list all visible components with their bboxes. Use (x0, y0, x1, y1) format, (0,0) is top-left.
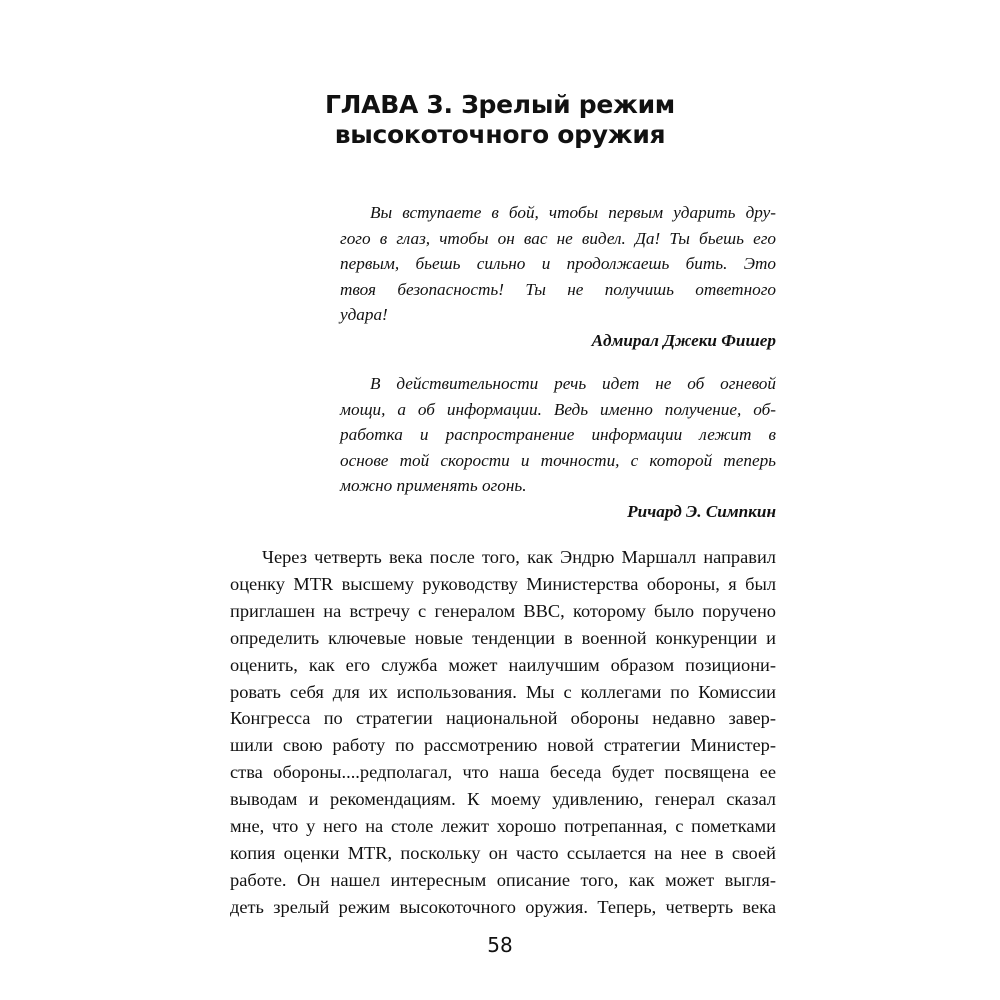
body-line: Через четверть века после того, как Эндрю Маршалл направил (262, 547, 776, 567)
epigraph-line: можно применять огонь. (340, 476, 527, 496)
body-line: Конгресса по стратегии национальной обороны недавно завер- (230, 708, 776, 729)
epigraph-line: В действительности речь идет не об огневой (370, 374, 776, 393)
body-line: оценку MTR высшему руководству Министерства обороны, я был (230, 573, 776, 594)
epigraph-fisher (340, 200, 776, 354)
epigraph-line: твоя безопасность! Ты не получишь ответного (340, 279, 776, 299)
page-number: 58 (487, 933, 513, 957)
body-line: копия оценки MTR, поскольку он часто ссылается на нее в своей (230, 842, 776, 863)
body-line: деть зрелый режим высокоточного оружия. Теперь, четверть века (230, 896, 776, 917)
epigraph-line: мощи, а об информации. Ведь именно получение, об- (340, 399, 776, 419)
body-line: приглашен на встречу с генералом ВВС, которому было поручено (230, 600, 776, 621)
epigraph-author: Ричард Э. Симпкин (627, 501, 776, 521)
epigraph-line: первым, бьешь сильно и продолжаешь бить. Это (340, 254, 776, 274)
body-paragraph (230, 544, 776, 921)
epigraph-line: основе той скорости и точности, с которой теперь (340, 450, 776, 470)
body-line: ровать себя для их использования. Мы с коллегами по Комиссии (230, 681, 776, 702)
epigraph-line: удара! (340, 305, 388, 325)
body-line: ства обороны....редполагал, что наша беседа будет посвящена ее (230, 762, 776, 783)
epigraph-line: работка и распространение информации лежит в (340, 425, 776, 445)
body-line: работе. Он нашел интересным описание того, как может выгля- (230, 869, 776, 890)
body-line: мне, что у него на столе лежит хорошо потрепанная, с пометками (230, 816, 776, 837)
epigraph-line: Вы вступаете в бой, чтобы первым ударить дру- (370, 203, 776, 222)
body-line: определить ключевые новые тенденции в военной конкуренции и (230, 627, 776, 648)
epigraph-simpkin (340, 371, 776, 525)
chapter-title-line: высокоточного оружия (334, 120, 666, 149)
chapter-title-line: ГЛАВА 3. Зрелый режим (325, 90, 675, 119)
chapter-title (250, 90, 750, 150)
epigraph-author: Адмирал Джеки Фишер (591, 330, 776, 350)
body-line: шили свою работу по рассмотрению новой стратегии Министер- (230, 735, 776, 756)
epigraph-line: гого в глаз, чтобы он вас не видел. Да! Ты бьешь его (340, 228, 776, 248)
body-line: оценить, как его служба может наилучшим образом позициони- (230, 654, 776, 675)
body-line: выводам и рекомендациям. К моему удивлению, генерал сказал (230, 789, 776, 810)
